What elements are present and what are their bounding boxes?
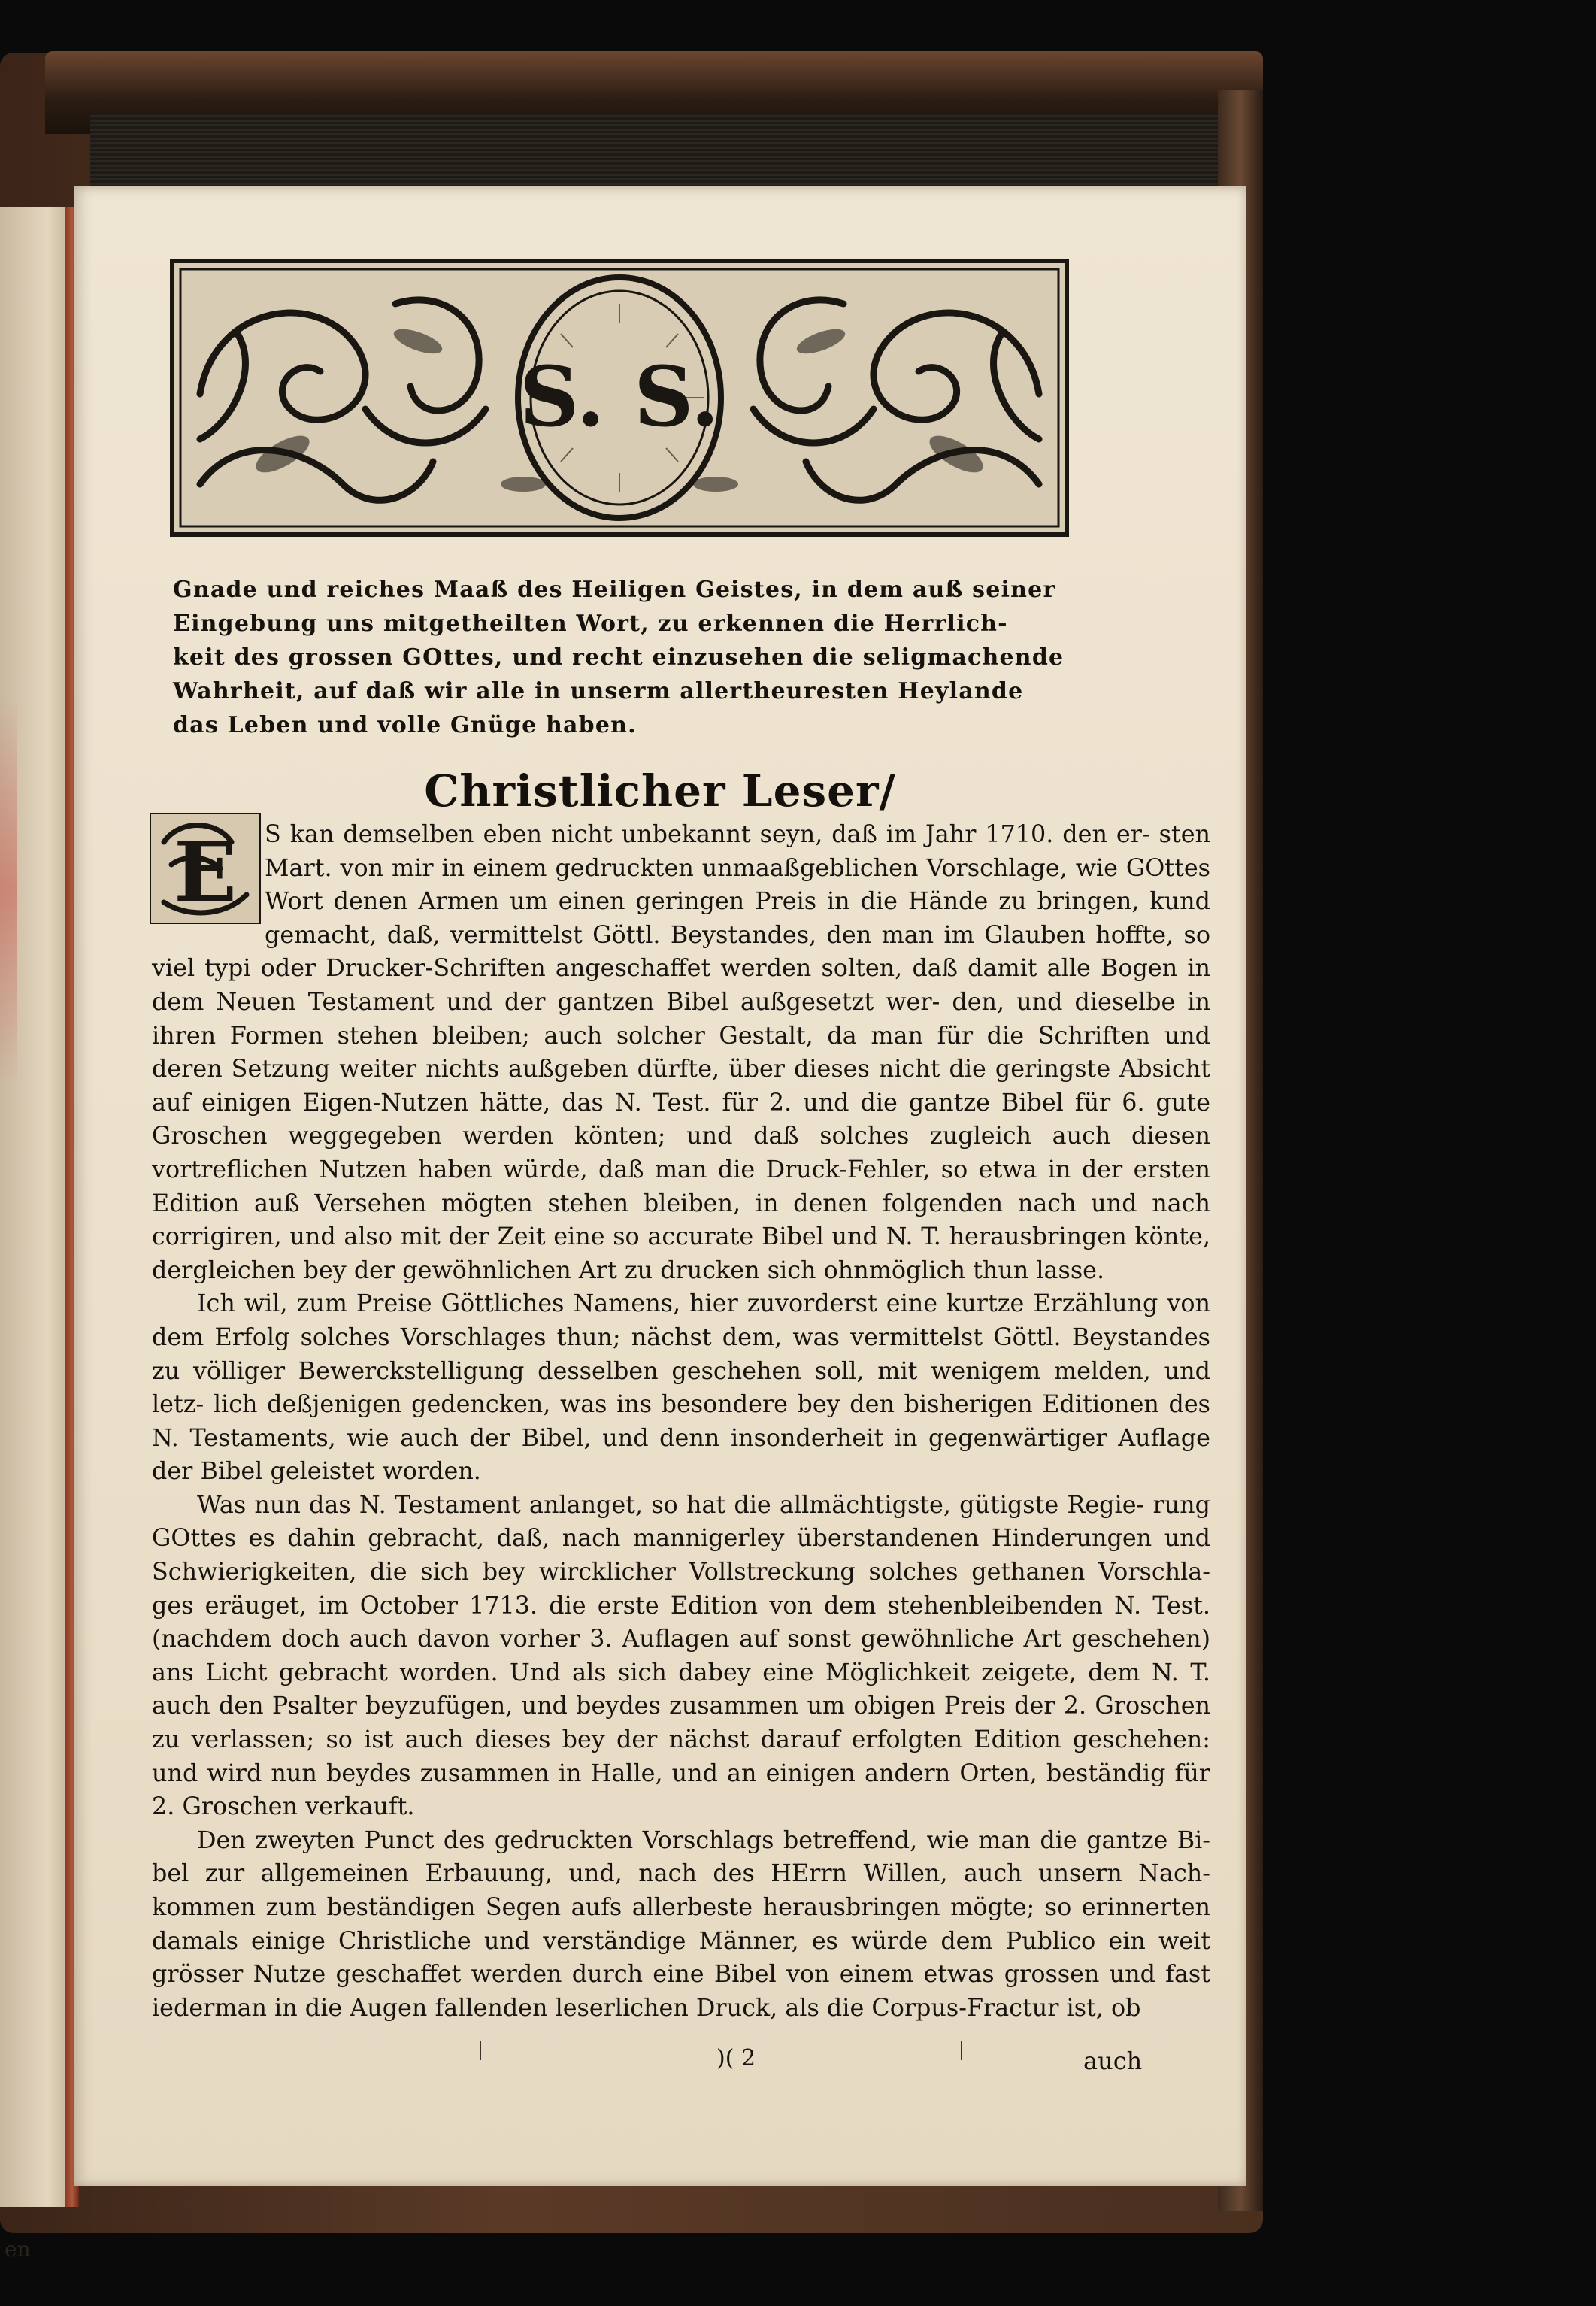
- signature-rule: [480, 2041, 481, 2060]
- signature-rule: [961, 2041, 962, 2060]
- paragraph-2: [152, 1287, 1210, 1489]
- ornament-header: [170, 259, 1069, 537]
- text-line: und Schwierigkeiten, die sich bey wircklicher Vollstreckung solches gethanen Vorschla-: [152, 1524, 1210, 1586]
- text-line: Eingebung uns mitgetheilten Wort, zu erkennen die Herrlich-: [173, 611, 1008, 637]
- text-line: sten Mart. von mir in einem gedruckten unmaaßgeblichen Vorschlage, wie: [265, 820, 1210, 882]
- text-line: könte, dergleichen bey der gewöhnlichen Art zu drucken sich ohnmöglich thun lasse.: [152, 1223, 1210, 1284]
- paragraph-3: [152, 1489, 1210, 1824]
- text-line: ersten Edition auß Versehen mögten stehen bleiben, in denen folgenden nach und: [152, 1155, 1210, 1217]
- section-heading: Christlicher Leser/: [424, 765, 896, 817]
- text-line: die Schriften und deren Setzung weiter nichts außgeben dürfte, über dieses nicht die: [152, 1021, 1211, 1083]
- medallion-initials: S. S.: [519, 348, 719, 445]
- stain: [0, 695, 17, 1086]
- paragraph-1: [152, 818, 1210, 1287]
- text-line: daß damit alle Bogen in dem Neuen Testament und der gantzen Bibel außgesetzt wer-: [152, 954, 1210, 1016]
- text-line: Wahrheit, auf daß wir alle in unserm allertheuresten Heylande: [173, 678, 1024, 705]
- text-line: der Bibel geleistet worden.: [152, 1457, 481, 1486]
- book-page: [74, 186, 1246, 2186]
- text-line: Gnade und reiches Maaß des Heiligen Geistes, in dem auß seiner: [173, 577, 1056, 603]
- text-line: iederman in die Augen fallenden leserlichen Druck, als die Corpus-Fractur ist, ob: [152, 1993, 1141, 2022]
- drop-cap-letter: E: [174, 823, 237, 920]
- text-line: ges eräuget, im October 1713. die erste Edition von dem stehenbleibenden N. Test.: [152, 1591, 1210, 1620]
- text-line: für 2. Groschen verkauft.: [152, 1759, 1210, 1821]
- text-line: ans Licht gebracht worden. Und als sich dabey eine Möglichkeit zeigete, dem N. T.: [152, 1658, 1210, 1686]
- body-text: [152, 818, 1210, 2025]
- text-line: zu völliger Bewerckstelligung desselben geschehen soll, mit wenigem melden, und letz-: [152, 1356, 1210, 1419]
- paragraph-4: [152, 1824, 1210, 2026]
- page-edges: [90, 113, 1240, 195]
- left-page-fragment: en: [5, 2237, 31, 2262]
- text-line: dem Erfolg solches Vorschlages thun; nächst dem, was vermittelst Göttl. Beystandes: [152, 1323, 1210, 1351]
- text-line: GOttes Wort denen Armen um einen geringen Preis in die Hände zu: [265, 853, 1210, 916]
- text-line: zu verlassen; so ist auch dieses bey der nächst darauf erfolgten Edition geschehen:: [152, 1726, 1210, 1754]
- catchword: auch: [1083, 2047, 1143, 2075]
- text-line: lich deßjenigen gedencken, was ins besondere bey den bisherigen Editionen des N.: [152, 1390, 1210, 1452]
- left-page-edge: [0, 207, 79, 2262]
- dedication-text: [173, 573, 1195, 742]
- text-line: S kan demselben eben nicht unbekannt seyn, daß im Jahr 1710. den er-: [265, 820, 1159, 848]
- text-line: keit des grossen GOttes, und recht einzusehen die seligmachende: [173, 644, 1065, 671]
- text-line: (nachdem doch auch davon vorher 3. Auflagen auf sonst gewöhnliche Art geschehen): [152, 1625, 1210, 1653]
- text-line: geringste Absicht auf einigen Eigen-Nutzen hätte, das N. Test. für 2. und die gantze: [152, 1055, 1210, 1117]
- text-line: kommen zum beständigen Segen aufs allerbeste herausbringen mögte; so erinnerten: [152, 1893, 1210, 1921]
- text-line: diesen vortreflichen Nutzen haben würde, daß man die Druck-Fehler, so etwa in der: [152, 1122, 1210, 1183]
- text-line: Testaments, wie auch der Bibel, und denn insonderheit in gegenwärtiger Auflage: [189, 1423, 1210, 1452]
- text-line: Bibel für 6. gute Groschen weggegeben werden könten; und daß solches zugleich auch: [152, 1088, 1210, 1150]
- text-line: auch den Psalter beyzufügen, und beydes zusammen um obigen Preis der 2. Groschen: [152, 1692, 1210, 1720]
- text-line: bringen, kund gemacht, daß, vermittelst Göttl. Beystandes, den man: [265, 887, 1210, 949]
- text-line: Ich wil, zum Preise Göttliches Namens, hier zuvorderst eine kurtze Erzählung von: [197, 1289, 1210, 1318]
- signature-mark: )( 2: [716, 2045, 756, 2071]
- text-line: grösser Nutze geschaffet werden durch eine Bibel von einem etwas grossen und fast: [152, 1960, 1210, 1989]
- text-line: den, und dieselbe in ihren Formen stehen bleiben; auch solcher Gestalt, da man für: [152, 987, 1211, 1050]
- text-line: Den zweyten Punct des gedruckten Vorschlags betreffend, wie man die gantze Bi-: [197, 1826, 1210, 1854]
- text-line: damals einige Christliche und verständige Männer, es würde dem Publico ein weit: [152, 1926, 1210, 1955]
- text-line: im Glauben hoffte, so viel typi oder Drucker-Schriften angeschaffet werden solten,: [152, 920, 1210, 983]
- text-line: nach corrigiren, und also mit der Zeit eine so accurate Bibel und N. T. herausbringen: [152, 1189, 1210, 1251]
- text-line: rung GOttes es dahin gebracht, daß, nach mannigerley überstandenen Hinderungen: [152, 1490, 1210, 1553]
- text-line: Was nun das N. Testament anlanget, so hat die allmächtigste, gütigste Regie-: [197, 1490, 1153, 1519]
- text-line: und wird nun beydes zusammen in Halle, und an einigen andern Orten, beständig: [152, 1759, 1175, 1787]
- text-line: das Leben und volle Gnüge haben.: [173, 712, 637, 738]
- drop-cap-spacer: [152, 818, 265, 925]
- text-line: bel zur allgemeinen Erbauung, und, nach des HErrn Willen, auch unsern Nach-: [152, 1859, 1210, 1888]
